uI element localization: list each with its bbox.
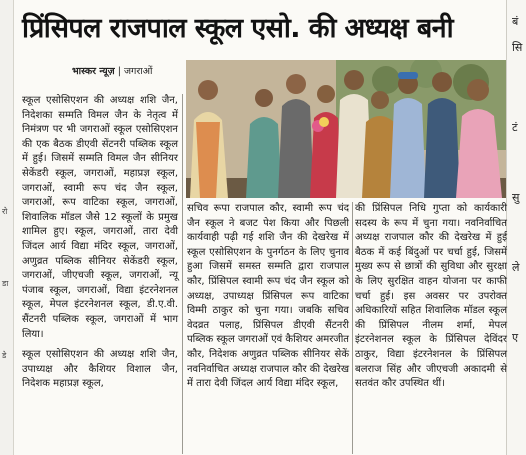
edge-fragment: डे (2, 351, 7, 360)
paragraph: की प्रिंसिपल निधि गुप्ता को कार्यकारी सदस्य के रूप में चुना गया। नवनिर्वाचित अध्यक्ष राजपाल कौर की देखरेख में हुई बैठक में कई बिंदुओं पर चर्चा हुई, जिसमें मुख्य रूप से छात्रों की सुविधा और सुरक्षा के लिए सुरक्षित वाहन योजना पर काफी चर्चा हुई। इस अवसर पर उपरोक्त अधिकारियों सहित शिवालिक मॉडल स्कूल की प्रिंसिपल नीलम शर्मा, मेपल इंटरनेशनल स्कूल के प्रिंसिपल देविंदर ठाकुर, विद्या इंटरनेशनल के प्रिंसिपल बलराज सिंह और जीएचजी अकादमी से सतवंत कौर उपस्थित थीं। (355, 203, 507, 390)
group-photo-image (186, 60, 506, 198)
byline-source: भास्कर न्यूज़ (72, 66, 115, 77)
edge-fragment: ए (512, 331, 519, 344)
byline-place: जगराओं (123, 66, 153, 77)
article-headline: प्रिंसिपल राजपाल स्कूल एसो. की अध्यक्ष बनी (22, 13, 454, 44)
adjacent-article-right-edge (506, 0, 526, 455)
edge-fragment: रो (2, 207, 8, 216)
adjacent-article-left-edge (0, 0, 14, 455)
edge-fragment: बं (512, 15, 519, 28)
column-divider (182, 94, 183, 454)
edge-fragment: डा (2, 279, 9, 288)
paragraph: स्कूल एसोसिएशन की अध्यक्ष शशि जैन, उपाध्यक्ष और कैशियर विशाल जैन, निदेशक महाप्रज्ञ स्कूल, (22, 349, 178, 390)
paragraph: स्कूल एसोसिएशन की अध्यक्ष शशि जैन, निदेशका सम्मति विमल जैन के नेतृत्व में निमंत्रण पर भी जगराओं स्कूल एसोसिएशन की एक बैठक डीएवी सेंटनरी पब्लिक स्कूल में हुई। जिसमें सम्मति विमल जैन सीनियर सेकेंडरी स्कूल, जगराओं, महाप्रज्ञ स्कूल, जगराओं, स्वामी रूप चंद जैन स्कूल, जगराओं, रूप वाटिका स्कूल, जगराओं, शिवालिक मॉडल जैसे 12 स्कूलों के प्रमुख शामिल हुए। स्कूल, जगराओं, तारा देवी जिंदल आर्य विद्या मंदिर स्कूल, जगराओं, अणुव्रत पब्लिक सीनियर सेकेंडरी स्कूल, जगराओं, जीएचजी स्कूल, जगराओं, न्यू पंजाब स्कूल, जगराओं, विद्या इंटरनेशनल स्कूल, मेपल इंटरनेशनल स्कूल, डी.ए.वी. सैंटनरी पब्लिक स्कूल, जगराओं में भाग लिया। (22, 95, 178, 340)
byline-separator: | (117, 66, 124, 77)
edge-fragment: सु (512, 191, 520, 204)
article-column-3 (355, 202, 507, 454)
group-photo (186, 60, 506, 198)
article-column-2 (187, 202, 349, 454)
column-divider (352, 202, 353, 454)
article-column-1 (22, 94, 178, 454)
edge-fragment: टं (512, 121, 518, 134)
edge-fragment: ले (512, 261, 520, 274)
edge-fragment: सि (512, 41, 523, 54)
paragraph: सचिव रूपा राजपाल कौर, स्वामी रूप चंद जैन स्कूल ने बजट पेश किया और पिछली कार्यवाही पढ़ी गई शशि जैन की देखरेख में स्कूल एसोसिएशन के पुनर्गठन के लिए चुनाव हुआ जिसमें समस्त सम्मति द्वारा राजपाल कौर, प्रिंसिपल स्वामी रूप चंद जैन स्कूल को अध्यक्ष, उपाध्यक्ष प्रिंसिपल रूप वाटिका विम्मी ठाकुर को चुना गया। जबकि सचिव वेदव्रत पलाह, प्रिंसिपल डीएवी सैंटनरी पब्लिक स्कूल जगराओं एवं कैशियर अमरजीत कौर, निदेशक अणुव्रत पब्लिक सीनियर सेकें नवनिर्वाचित अध्यक्ष राजपाल कौर की देखरेख में तारा देवी जिंदल आर्य विद्या मंदिर स्कूल, (187, 203, 349, 390)
byline (72, 64, 152, 77)
